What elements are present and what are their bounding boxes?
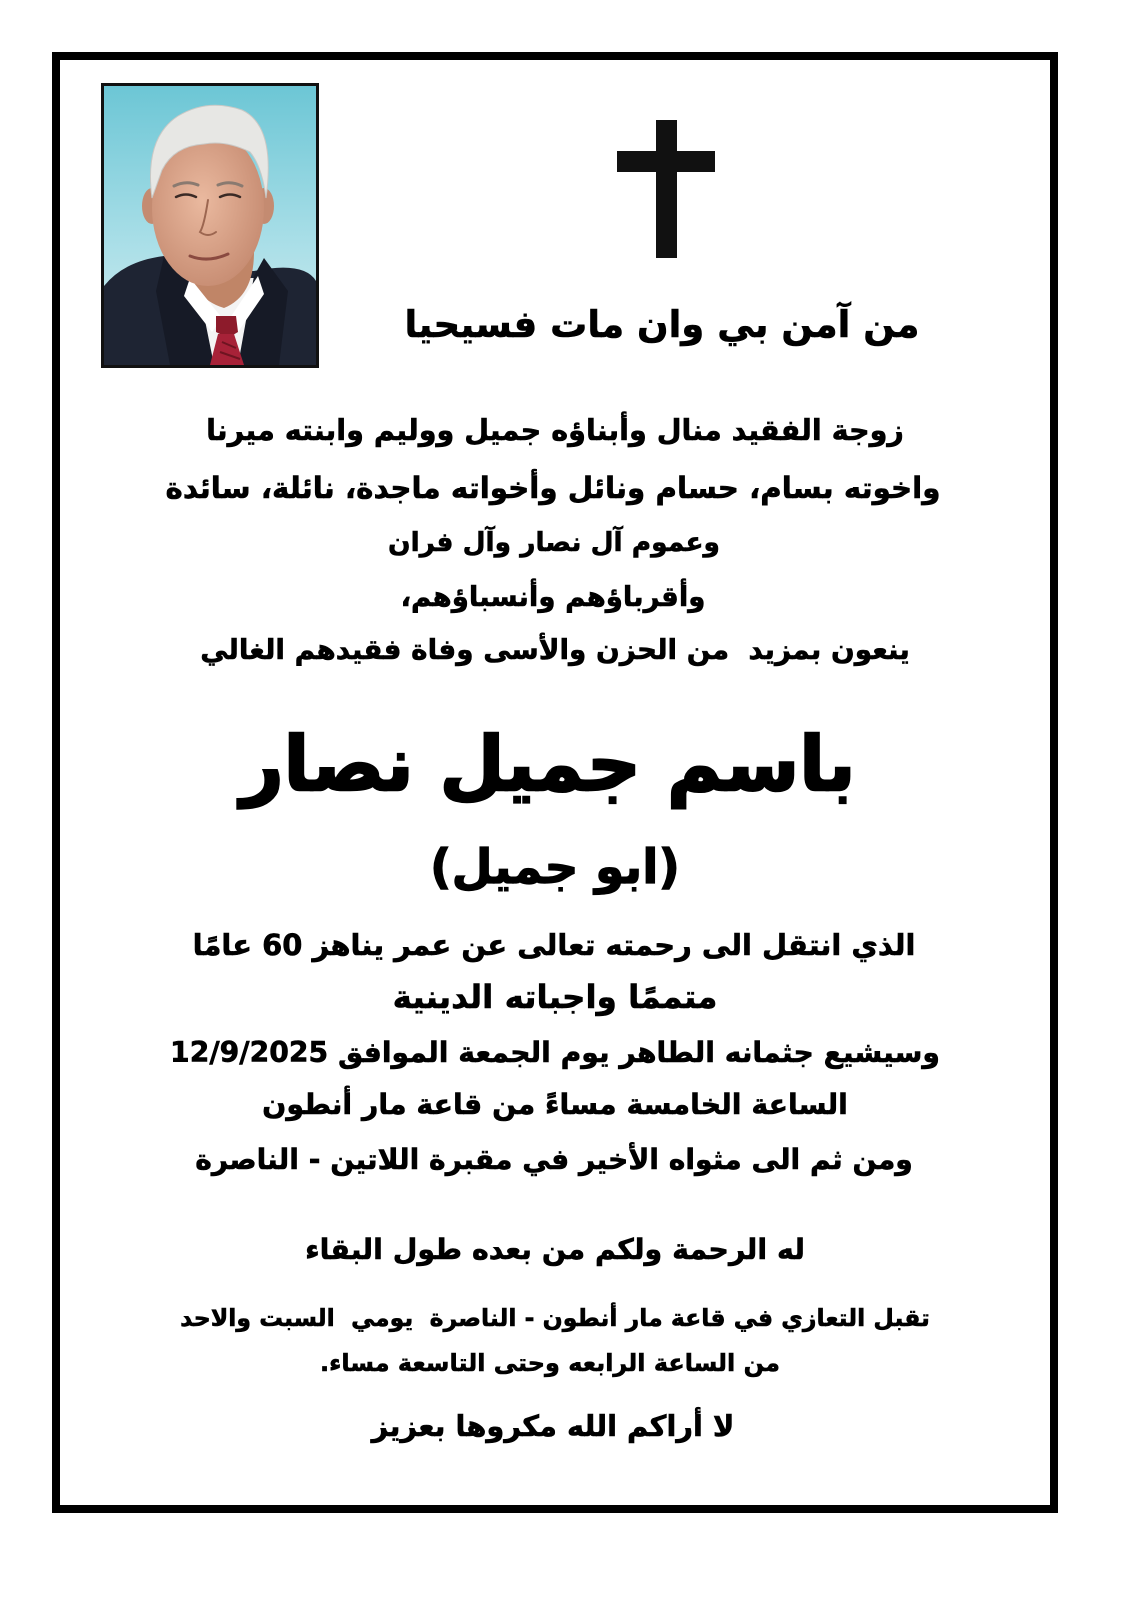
deceased-nickname: (ابو جميل) <box>430 840 680 895</box>
mourners-line-3: وعموم آل نصار وآل فران <box>388 527 720 558</box>
deceased-photo <box>101 83 319 368</box>
cross-vertical-bar <box>656 120 677 258</box>
condolences-line-2: من الساعة الرابعه وحتى التاسعة مساء. <box>320 1349 780 1377</box>
condolences-line-1: تقبل التعازي في قاعة مار أنطون - الناصرة يومي السبت والاحد <box>180 1304 930 1332</box>
details-line-4: الساعة الخامسة مساءً من قاعة مار أنطون <box>262 1088 848 1121</box>
closing-line: لا أراكم الله مكروها بعزيز <box>371 1409 735 1443</box>
verse-line: من آمن بي وان مات فسيحيا <box>404 303 920 346</box>
details-line-5: ومن ثم الى مثواه الأخير في مقبرة اللاتين - الناصرة <box>195 1143 913 1176</box>
mourners-line-4: وأقرباؤهم وأنسباؤهم، <box>400 580 706 613</box>
deceased-name: باسم جميل نصار <box>240 721 856 808</box>
cross-horizontal-bar <box>617 151 715 172</box>
mourners-line-2: واخوته بسام، حسام ونائل وأخواته ماجدة، نائلة، سائدة <box>165 471 941 505</box>
details-line-3: وسيشيع جثمانه الطاهر يوم الجمعة الموافق 12/9/2025 <box>170 1036 940 1069</box>
details-line-1: الذي انتقل الى رحمته تعالى عن عمر يناهز 60 عامًا <box>192 928 916 962</box>
blessing-line: له الرحمة ولكم من بعده طول البقاء <box>305 1233 805 1266</box>
portrait-image <box>104 86 316 365</box>
details-line-2: متممًا واجباته الدينية <box>392 978 718 1016</box>
mourners-line-5: ينعون بمزيد من الحزن والأسى وفاة فقيدهم الغالي <box>200 633 910 666</box>
mourners-line-1: زوجة الفقيد منال وأبناؤه جميل ووليم وابنته ميرنا <box>206 413 904 447</box>
